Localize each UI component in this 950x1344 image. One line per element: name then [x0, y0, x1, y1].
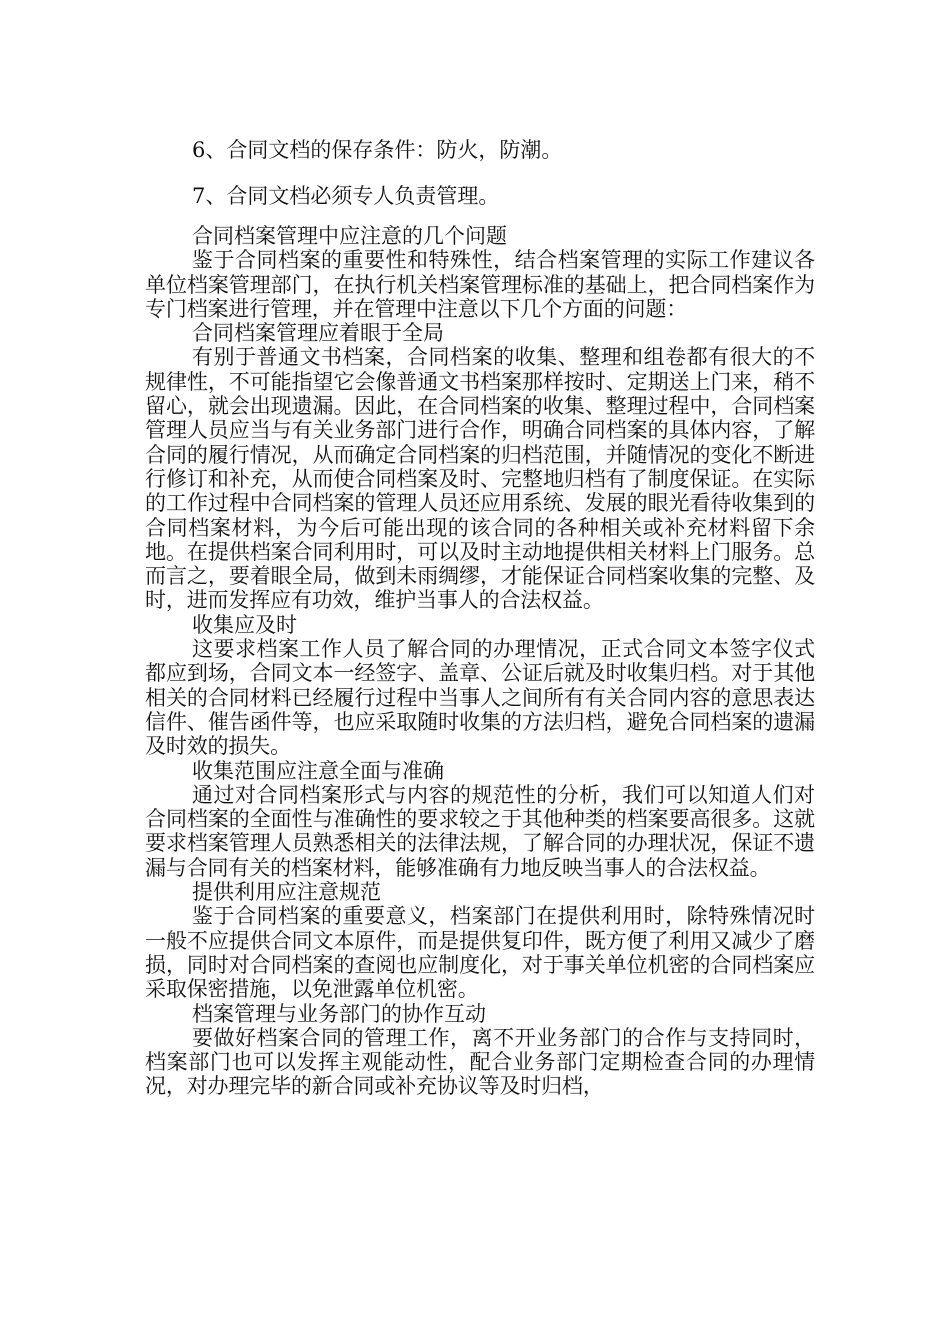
section-paragraph-timely: 这要求档案工作人员了解合同的办理情况，正式合同文本签字仪式都应到场，合同文本一经签字、盖章、公证后就及时收集归档。对于其他相关的合同材料已经履行过程中当事人之间所有有关合同内容的意思表达信件、催告函件等，也应采取随时收集的方法归档，避免合同档案的遗漏及时效的损失。: [145, 637, 815, 759]
section-paragraph-overall: 有别于普通文书档案，合同档案的收集、整理和组卷都有很大的不规律性，不可能指望它会像普通文书档案那样按时、定期送上门来，稍不留心，就会出现遗漏。因此，在合同档案的收集、整理过程中，合同档案管理人员应当与有关业务部门进行合作，明确合同档案的具体内容，了解合同的履行情况，从而确定合同档案的归档范围，并随情况的变化不断进行修订和补充，从而使合同档案及时、完整地归档有了制度保证。在实际的工作过程中合同档案的管理人员还应用系统、发展的眼光看待收集到的合同档案材料，为今后可能出现的该合同的各种相关或补充材料留下余地。在提供档案合同利用时，可以及时主动地提供相关材料上门服务。总而言之，要着眼全局，做到未雨绸缪，才能保证合同档案收集的完整、及时，进而发挥应有功效，维护当事人的合法权益。: [145, 345, 815, 613]
section-heading-overall: 合同档案管理应着眼于全局: [192, 321, 444, 346]
list-item-6: 6、合同文档的保存条件：防火，防潮。: [192, 138, 563, 162]
document-body: [145, 224, 815, 1099]
section-heading-scope: 收集范围应注意全面与准确: [192, 758, 444, 783]
section-paragraph-scope: 通过对合同档案形式与内容的规范性的分析，我们可以知道人们对合同档案的全面性与准确性的要求较之于其他种类的档案要高很多。这就要求档案管理人员熟悉相关的法律法规，了解合同的办理状况，保证不遗漏与合同有关的档案材料，能够准确有力地反映当事人的合法权益。: [145, 782, 815, 880]
section-heading-usage: 提供利用应注意规范: [192, 880, 381, 905]
section-heading-issues: 合同档案管理中应注意的几个问题: [192, 224, 507, 248]
section-heading-timely: 收集应及时: [192, 612, 297, 637]
section-heading-cooperation: 档案管理与业务部门的协作互动: [192, 1001, 486, 1026]
section-paragraph-usage: 鉴于合同档案的重要意义，档案部门在提供利用时，除特殊情况时一般不应提供合同文本原件，而是提供复印件，既方便了利用又减少了磨损，同时对合同档案的查阅也应制度化，对于事关单位机密的合同档案应采取保密措施，以免泄露单位机密。: [145, 904, 815, 1002]
section-paragraph-cooperation: 要做好档案合同的管理工作，离不开业务部门的合作与支持同时，档案部门也可以发挥主观能动性，配合业务部门定期检查合同的办理情况，对办理完毕的新合同或补充协议等及时归档，: [145, 1025, 815, 1099]
list-item-7: 7、合同文档必须专人负责管理。: [192, 184, 500, 208]
section-paragraph-issues: 鉴于合同档案的重要性和特殊性，结合档案管理的实际工作建议各单位档案管理部门，在执行机关档案管理标准的基础上，把合同档案作为专门档案进行管理，并在管理中注意以下几个方面的问题：: [145, 248, 815, 321]
